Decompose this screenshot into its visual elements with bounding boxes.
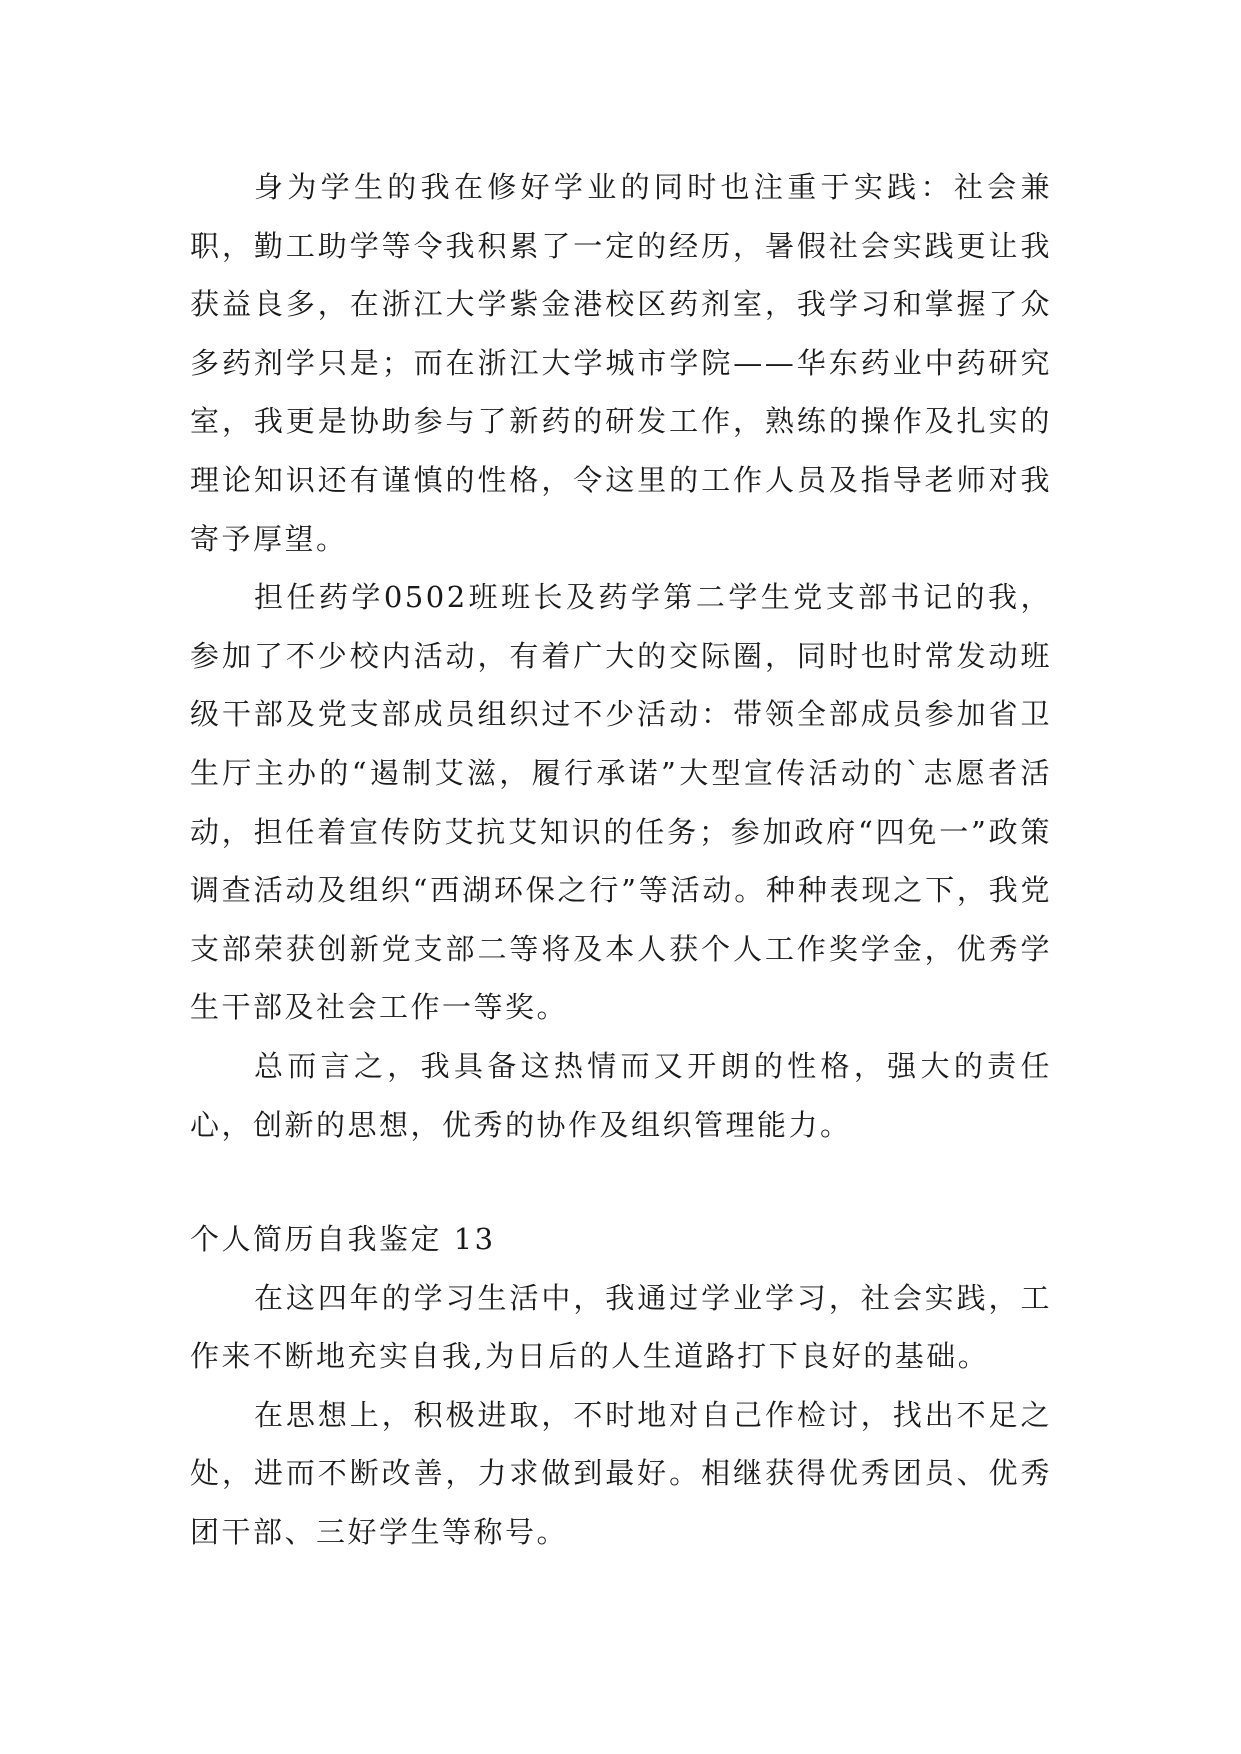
paragraph-class-leader: 担任药学0502班班长及药学第二学生党支部书记的我，参加了不少校内活动，有着广大的交际圈，同时也时常发动班级干部及党支部成员组织过不少活动：带领全部成员参加省卫生厅主办的“遏制艾滋，履行承诺”大型宣传活动的`志愿者活动，担任着宣传防艾抗艾知识的任务；参加政府“四免一”政策调查活动及组织“西湖环保之行”等活动。种种表现之下，我党支部荣获创新党支部二等将及本人获个人工作奖学金，优秀学生干部及社会工作一等奖。: [190, 580, 1052, 1025]
document-page: [190, 158, 1052, 1562]
paragraph-ideology: 在思想上，积极进取，不时地对自己作检讨，找出不足之处，进而不断改善，力求做到最好。相继获得优秀团员、优秀团干部、三好学生等称号。: [190, 1397, 1052, 1550]
paragraph-summary: 总而言之，我具备这热情而又开朗的性格，强大的责任心，创新的思想，优秀的协作及组织管理能力。: [190, 1048, 1052, 1142]
section-heading: 个人简历自我鉴定 13: [190, 1222, 496, 1257]
paragraph-practice: 身为学生的我在修好学业的同时也注重于实践：社会兼职，勤工助学等令我积累了一定的经历，暑假社会实践更让我获益良多，在浙江大学紫金港校区药剂室，我学习和掌握了众多药剂学只是；而在浙江大学城市学院——华东药业中药研究室，我更是协助参与了新药的研发工作，熟练的操作及扎实的理论知识还有谨慎的性格，令这里的工作人员及指导老师对我寄予厚望。: [190, 170, 1052, 556]
paragraph-four-years: 在这四年的学习生活中，我通过学业学习，社会实践，工作来不断地充实自我,为日后的人生道路打下良好的基础。: [190, 1280, 1052, 1374]
